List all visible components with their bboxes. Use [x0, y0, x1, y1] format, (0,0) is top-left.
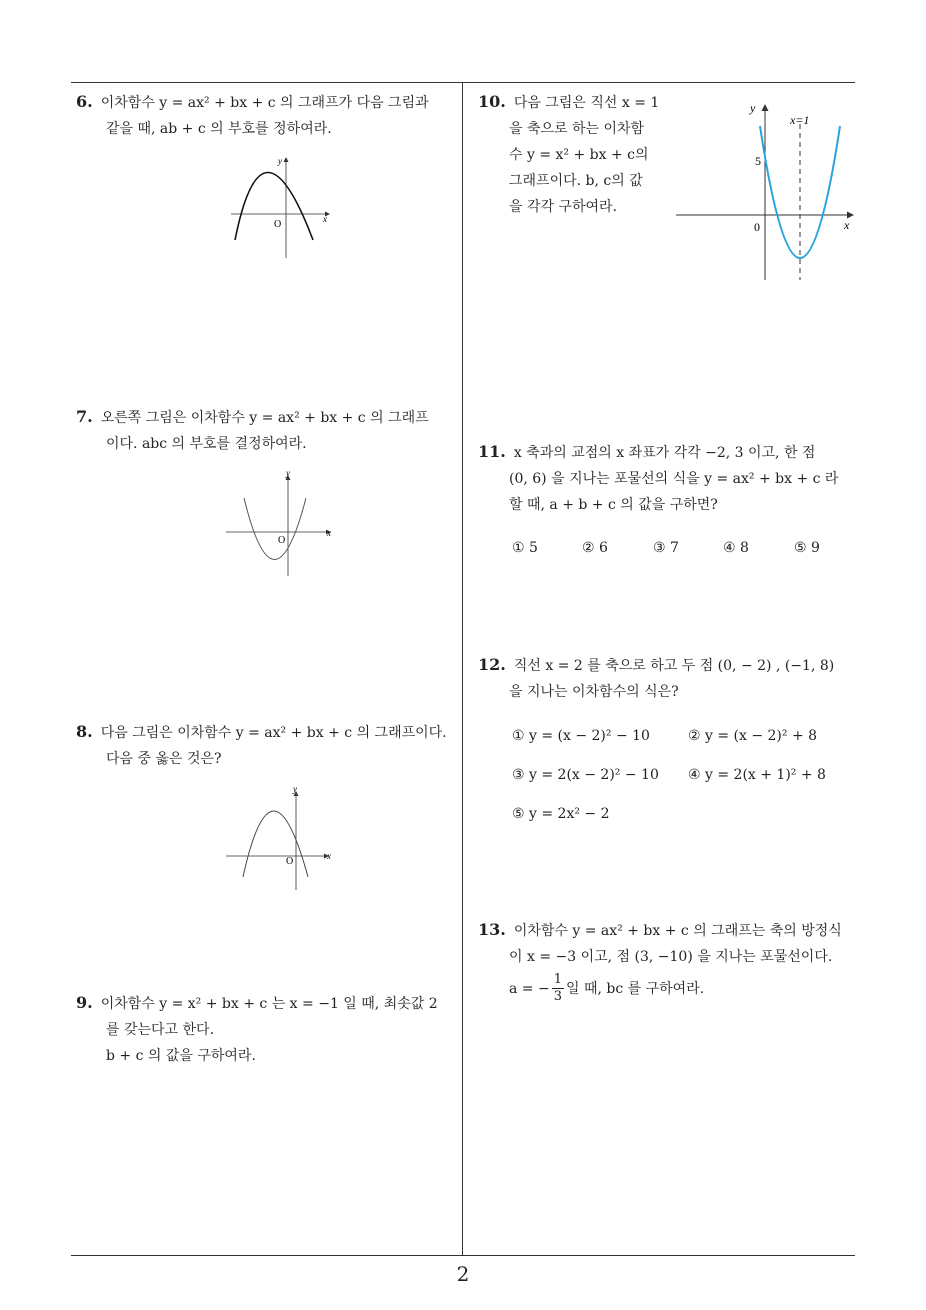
fraction — [552, 972, 564, 1005]
question-text: 을 지나는 이차함수의 식은? — [509, 684, 679, 700]
choice-1[interactable]: ① y = (x − 2)² − 10 — [512, 728, 650, 744]
bottom-rule — [71, 1255, 855, 1256]
y-label: y — [293, 784, 297, 794]
choice-2[interactable]: ② y = (x − 2)² + 8 — [688, 728, 818, 744]
question-number: 8. — [76, 722, 93, 741]
x-label: x — [323, 214, 327, 224]
question-10 — [478, 89, 678, 220]
question-12 — [478, 652, 863, 705]
question-8 — [76, 719, 461, 772]
question-number: 13. — [478, 920, 506, 939]
question-number: 9. — [76, 993, 93, 1012]
question-9 — [76, 990, 461, 1069]
question-text: 수 y = x² + bx + c의 — [509, 147, 649, 163]
choice-4[interactable]: ④ y = 2(x + 1)² + 8 — [688, 767, 826, 783]
question-text: 이 x = −3 이고, 점 (3, −10) 을 지나는 포물선이다. — [509, 949, 833, 965]
choice-4[interactable]: ④ 8 — [723, 540, 749, 556]
question-number: 6. — [76, 92, 93, 111]
column-divider — [462, 82, 463, 1256]
question-text: x 축과의 교점의 x 좌표가 각각 −2, 3 이고, 한 점 — [513, 445, 816, 461]
choice-5[interactable]: ⑤ y = 2x² − 2 — [512, 806, 610, 822]
question-text: 할 때, a + b + c 의 값을 구하면? — [509, 497, 718, 513]
y-intercept-label: 5 — [755, 154, 761, 168]
origin-label: O — [286, 856, 294, 867]
choice-2[interactable]: ② 6 — [582, 540, 608, 556]
question-text: 다음 중 옳은 것은? — [106, 751, 222, 767]
y-axis-arrow — [284, 157, 289, 162]
top-rule — [71, 82, 855, 83]
question-text: 을 각각 구하여라. — [509, 199, 618, 215]
question-text: 다음 그림은 직선 x = 1 — [513, 95, 660, 111]
question-text: 다음 그림은 이차함수 y = ax² + bx + c 의 그래프이다. — [100, 725, 447, 741]
x-label: x — [327, 528, 331, 538]
parabola — [243, 811, 308, 877]
question-text: 을 축으로 하는 이차함 — [509, 121, 645, 137]
question-text: 오른쪽 그림은 이차함수 y = ax² + bx + c 의 그래프 — [100, 410, 429, 426]
graph-q8 — [224, 782, 340, 892]
y-label: y — [750, 101, 756, 115]
x-label: x — [844, 218, 850, 232]
question-text: 그래프이다. b, c의 값 — [509, 173, 643, 189]
question-13 — [478, 917, 863, 1005]
question-number: 12. — [478, 655, 506, 674]
question-number: 7. — [76, 407, 93, 426]
origin-label: O — [278, 535, 286, 546]
page-number: 2 — [456, 1262, 470, 1286]
fraction-numerator: 1 — [553, 972, 562, 987]
choice-3[interactable]: ③ y = 2(x − 2)² − 10 — [512, 767, 659, 783]
fraction-denominator: 3 — [553, 989, 562, 1004]
question-number: 10. — [478, 92, 506, 111]
graph-q6 — [225, 152, 335, 260]
question-text: 이다. abc 의 부호를 결정하여라. — [106, 436, 307, 452]
origin-label: 0 — [754, 220, 760, 234]
choice-3[interactable]: ③ 7 — [653, 540, 679, 556]
y-label: y — [278, 156, 282, 166]
origin-label: O — [274, 219, 282, 230]
parabola — [244, 498, 306, 560]
question-text: 직선 x = 2 를 축으로 하고 두 점 (0, − 2) , (−1, 8) — [513, 658, 835, 674]
graph-q7 — [222, 466, 340, 578]
y-axis-arrow — [762, 104, 769, 111]
x-label: x — [327, 851, 331, 861]
question-11 — [478, 439, 863, 518]
question-text: 를 갖는다고 한다. — [106, 1022, 215, 1038]
y-label: y — [286, 468, 290, 478]
choice-5[interactable]: ⑤ 9 — [794, 540, 820, 556]
question-text: a = − — [509, 980, 550, 997]
graph-q10 — [672, 98, 862, 284]
question-7 — [76, 404, 461, 457]
question-text: 일 때, bc 를 구하여라. — [566, 980, 705, 997]
question-text: 이차함수 y = ax² + bx + c 의 그래프가 다음 그림과 — [100, 95, 429, 111]
question-text: 같을 때, ab + c 의 부호를 정하여라. — [106, 121, 332, 137]
question-number: 11. — [478, 442, 506, 461]
choice-1[interactable]: ① 5 — [512, 540, 538, 556]
question-text: 이차함수 y = ax² + bx + c 의 그래프는 축의 방정식 — [513, 923, 842, 939]
question-text: (0, 6) 을 지나는 포물선의 식을 y = ax² + bx + c 라 — [509, 471, 839, 487]
question-6 — [76, 89, 461, 142]
axis-label: x=1 — [790, 113, 810, 127]
question-text: b + c 의 값을 구하여라. — [106, 1048, 256, 1064]
question-text: 이차함수 y = x² + bx + c 는 x = −1 일 때, 최솟값 2 — [100, 996, 438, 1012]
